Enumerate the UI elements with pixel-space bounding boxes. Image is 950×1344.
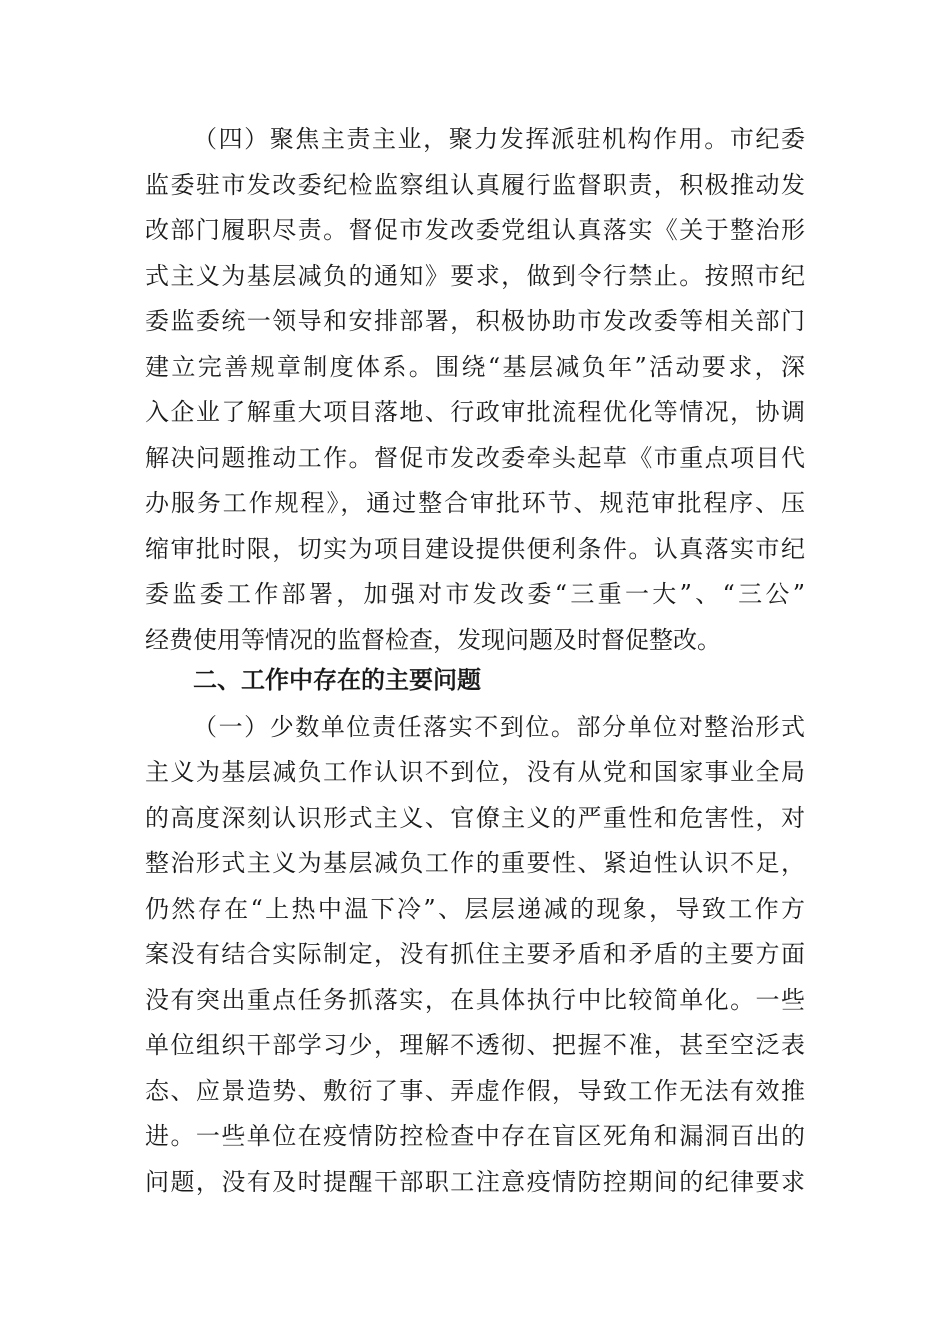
paragraph-line: 委监委统一领导和安排部署，积极协助市发改委等相关部门 <box>145 307 805 335</box>
paragraph-line: 案没有结合实际制定，没有抓住主要矛盾和矛盾的主要方面 <box>145 940 805 968</box>
paragraph-line: 经费使用等情况的监督检查，发现问题及时督促整改。 <box>145 626 721 654</box>
paragraph-line: 入企业了解重大项目落地、行政审批流程优化等情况，协调 <box>145 398 805 426</box>
paragraph-line: （四）聚焦主责主业，聚力发挥派驻机构作用。市纪委 <box>193 125 805 153</box>
paragraph-line: 主义为基层减负工作认识不到位，没有从党和国家事业全局 <box>145 758 805 786</box>
paragraph-line: 式主义为基层减负的通知》要求，做到令行禁止。按照市纪 <box>145 262 805 290</box>
paragraph-line: 解决问题推动工作。督促市发改委牵头起草《市重点项目代 <box>145 444 805 472</box>
paragraph-line: 办服务工作规程》，通过整合审批环节、规范审批程序、压 <box>145 489 805 517</box>
paragraph-line: 态、应景造势、敷衍了事、弄虚作假，导致工作无法有效推 <box>145 1077 805 1105</box>
paragraph-line: 仍然存在“上热中温下冷”、层层递减的现象，导致工作方 <box>145 895 805 923</box>
paragraph-line: 委监委工作部署，加强对市发改委“三重一大”、“三公” <box>145 580 805 608</box>
paragraph-line: 进。一些单位在疫情防控检查中存在盲区死角和漏洞百出的 <box>145 1122 805 1150</box>
paragraph-line: 整治形式主义为基层减负工作的重要性、紧迫性认识不足， <box>145 849 805 877</box>
paragraph-line: 缩审批时限，切实为项目建设提供便利条件。认真落实市纪 <box>145 535 805 563</box>
paragraph-line: 改部门履职尽责。督促市发改委党组认真落实《关于整治形 <box>145 216 805 244</box>
section-heading: 二、工作中存在的主要问题 <box>193 666 481 694</box>
paragraph-line: 问题，没有及时提醒干部职工注意疫情防控期间的纪律要求 <box>145 1168 805 1196</box>
paragraph-line: 监委驻市发改委纪检监察组认真履行监督职责，积极推动发 <box>145 171 805 199</box>
paragraph-line: 的高度深刻认识形式主义、官僚主义的严重性和危害性，对 <box>145 804 805 832</box>
paragraph-line: 没有突出重点任务抓落实，在具体执行中比较简单化。一些 <box>145 986 805 1014</box>
paragraph-line: （一）少数单位责任落实不到位。部分单位对整治形式 <box>193 713 805 741</box>
paragraph-line: 单位组织干部学习少，理解不透彻、把握不准，甚至空泛表 <box>145 1031 805 1059</box>
paragraph-line: 建立完善规章制度体系。围绕“基层减负年”活动要求，深 <box>145 353 805 381</box>
